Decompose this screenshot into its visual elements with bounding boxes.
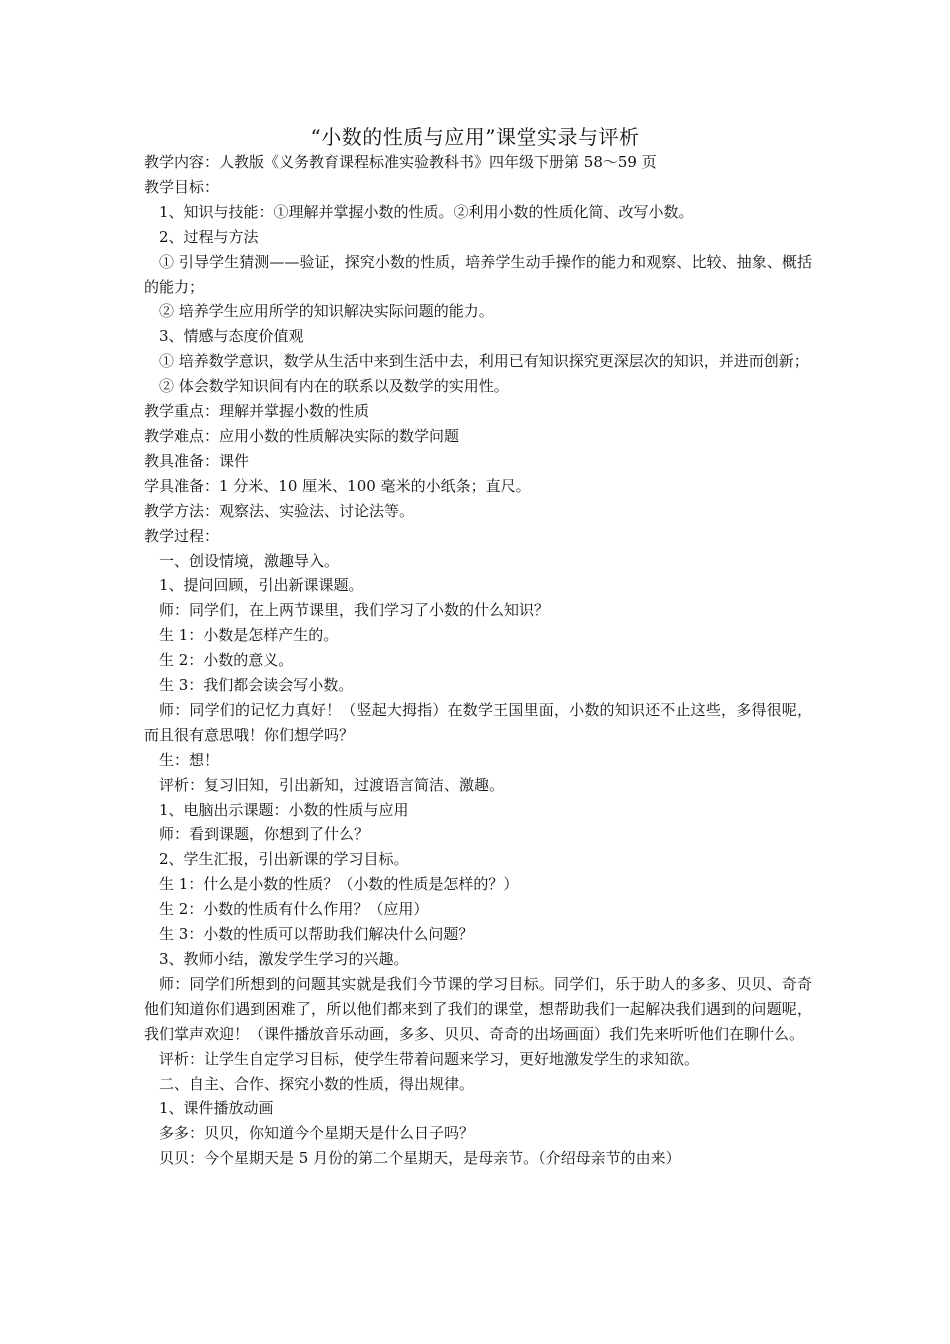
commentary: 评析：复习旧知，引出新知，过渡语言简洁、激趣。 [159, 775, 505, 794]
dialogue-line: 生 1：什么是小数的性质？（小数的性质是怎样的？） [159, 875, 519, 894]
dialogue-line: 生 3：小数的性质可以帮助我们解决什么问题？ [159, 925, 474, 944]
step-2-1: 1、课件播放动画 [159, 1099, 274, 1118]
goal-attitude-1: ① 培养数学意识，数学从生活中来到生活中去，利用已有知识探究更深层次的知识，并进而创新； [159, 352, 809, 371]
goal-attitude-heading: 3、情感与态度价值观 [159, 327, 304, 346]
step-1-4: 3、教师小结，激发学生学习的兴趣。 [159, 950, 409, 968]
step-1-3: 2、学生汇报，引出新课的学习目标。 [159, 850, 409, 869]
goal-process-1: ① 引导学生猜测——验证，探究小数的性质，培养学生动手操作的能力和观察、比较、抽象、概括的能力； [144, 252, 812, 296]
learning-aids: 学具准备：1 分米、10 厘米、100 毫米的小纸条；直尺。 [144, 476, 531, 495]
document-body [144, 150, 812, 1171]
dialogue-line: 生 3：我们都会读会写小数。 [159, 676, 354, 695]
goal-process-heading: 2、过程与方法 [159, 227, 259, 246]
dialogue-line: 师：同学们所想到的问题其实就是我们今节课的学习目标。同学们，乐于助人的多多、贝贝、奇奇他们知道你们遇到困难了，所以他们都来到了我们的课堂，想帮助我们一起解决我们遇到的问题呢，我们掌声欢迎！（课件播放音乐动画，多多、贝贝、奇奇的出场画面）我们先来听听他们在聊什么。 [144, 974, 812, 1043]
dialogue-line: 贝贝：今个星期天是 5 月份的第二个星期天，是母亲节。（介绍母亲节的由来） [159, 1149, 681, 1168]
difficult-point: 教学难点：应用小数的性质解决实际的数学问题 [144, 426, 460, 445]
goal-process-2: ② 培养学生应用所学的知识解决实际问题的能力。 [159, 302, 494, 321]
step-1-2: 1、电脑出示课题：小数的性质与应用 [159, 800, 409, 819]
section-1-heading: 一、创设情境，激趣导入。 [159, 551, 340, 570]
dialogue-line: 生：想！ [159, 750, 220, 769]
teaching-methods: 教学方法：观察法、实验法、讨论法等。 [144, 501, 415, 520]
commentary: 评析：让学生自定学习目标，使学生带着问题来学习，更好地激发学生的求知欲。 [159, 1049, 700, 1068]
goal-attitude-2: ② 体会数学知识间有内在的联系以及数学的实用性。 [159, 377, 509, 396]
teaching-aids: 教具准备：课件 [144, 451, 250, 470]
goal-knowledge: 1、知识与技能：①理解并掌握小数的性质。②利用小数的性质化简、改写小数。 [159, 202, 694, 221]
dialogue-line: 多多：贝贝，你知道今个星期天是什么日子吗？ [159, 1124, 475, 1143]
dialogue-line: 师：同学们的记忆力真好！（竖起大拇指）在数学王国里面，小数的知识还不止这些，多得很呢，而且很有意思哦！你们想学吗？ [144, 700, 812, 744]
section-2-heading: 二、自主、合作、探究小数的性质，得出规律。 [159, 1074, 475, 1093]
key-point: 教学重点：理解并掌握小数的性质 [144, 402, 370, 421]
teaching-goals-heading: 教学目标： [144, 177, 220, 196]
dialogue-line: 师：同学们，在上两节课里，我们学习了小数的什么知识？ [159, 601, 550, 620]
step-1-1: 1、提问回顾，引出新课课题。 [159, 576, 364, 595]
teaching-content: 教学内容：人教版《义务教育课程标准实验教科书》四年级下册第 58～59 页 [144, 153, 657, 171]
dialogue-line: 生 1：小数是怎样产生的。 [159, 626, 339, 645]
teaching-process-heading: 教学过程： [144, 526, 220, 545]
dialogue-line: 生 2：小数的意义。 [159, 651, 294, 670]
document-title: “小数的性质与应用”课堂实录与评析 [310, 125, 640, 149]
dialogue-line: 师：看到课题，你想到了什么？ [159, 825, 370, 844]
dialogue-line: 生 2：小数的性质有什么作用？（应用） [159, 900, 429, 919]
